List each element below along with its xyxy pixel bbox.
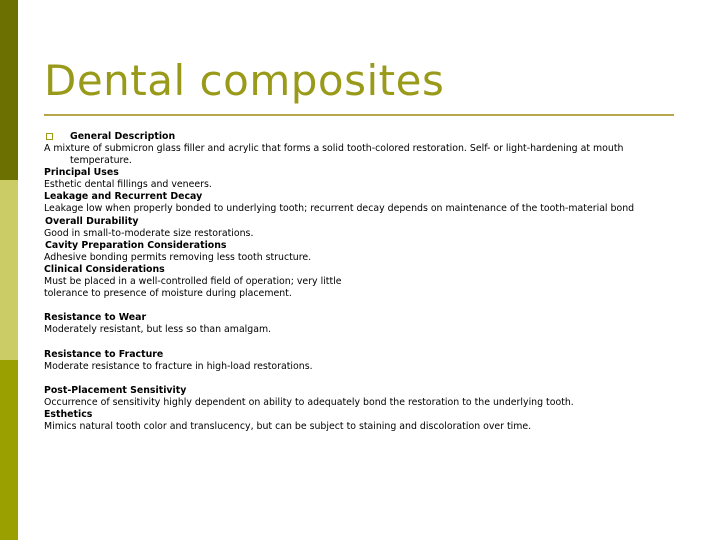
section-heading: Post-Placement Sensitivity — [44, 384, 187, 396]
left-accent-bar-bottom — [0, 360, 18, 540]
spacer — [44, 337, 684, 349]
slide-title: Dental composites — [44, 56, 445, 105]
section-text: tolerance to presence of moisture during placement. — [44, 288, 292, 300]
spacer — [44, 300, 684, 312]
bullet-heading: General Description — [70, 131, 176, 142]
section-text: Mimics natural tooth color and translucency, but can be subject to staining and discoloration over time. — [44, 421, 532, 433]
square-bullet-icon — [46, 133, 53, 140]
section-heading: Principal Uses — [44, 167, 119, 179]
section-text: Moderate resistance to fracture in high-load restorations. — [44, 360, 313, 372]
section-text: Leakage low when properly bonded to underlying tooth; recurrent decay depends on maintenance of the tooth-material bond — [44, 203, 635, 215]
section-heading: Resistance to Fracture — [44, 348, 164, 360]
slide-body — [44, 131, 684, 433]
description-line: A mixture of submicron glass filler and acrylic that forms a solid tooth-colored restoration. Self- or light-hardening at mouth — [44, 143, 624, 154]
left-accent-bar-top — [0, 0, 18, 180]
section-heading: Overall Durability — [45, 215, 139, 227]
section-text: Must be placed in a well-controlled field of operation; very little — [44, 276, 342, 288]
section-text: Adhesive bonding permits removing less tooth structure. — [44, 251, 312, 263]
section-heading: Cavity Preparation Considerations — [45, 239, 227, 251]
section-text: Occurrence of sensitivity highly dependent on ability to adequately bond the restoration to the underlying tooth. — [44, 396, 574, 408]
spacer — [44, 373, 684, 385]
section-heading: Clinical Considerations — [44, 263, 165, 275]
description-line-continued: temperature. — [70, 155, 132, 167]
section-heading: Leakage and Recurrent Decay — [44, 191, 203, 203]
section-heading: Esthetics — [44, 409, 93, 421]
section-heading: Resistance to Wear — [44, 312, 147, 324]
left-accent-bar-middle — [0, 180, 18, 360]
section-text: Good in small-to-moderate size restorations. — [44, 227, 254, 239]
title-divider — [44, 114, 674, 116]
section-text: Moderately resistant, but less so than amalgam. — [44, 324, 272, 336]
section-text: Esthetic dental fillings and veneers. — [44, 179, 212, 191]
bullet-item — [44, 131, 684, 143]
